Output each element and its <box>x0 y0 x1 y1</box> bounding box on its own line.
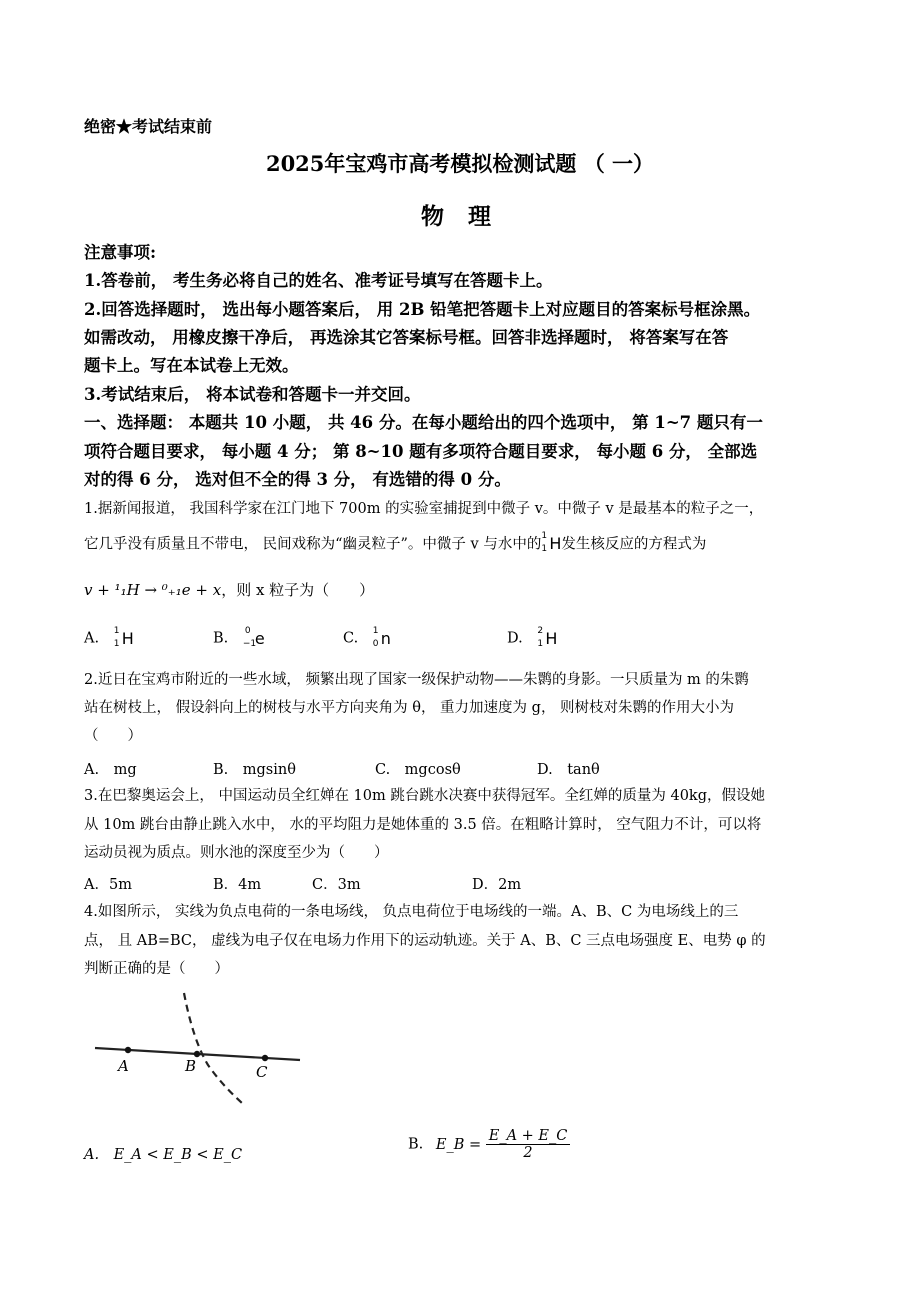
point-a-label: A <box>118 1057 129 1075</box>
q2-line-2: 站在树枝上， 假设斜向上的树枝与水平方向夹角为 θ， 重力加速度为 g， 则树枝对朱鹮的作用大小为 <box>84 700 735 716</box>
notice-item-2-line-1: 2.回答选择题时， 选出每小题答案后， 用 2B 铅笔把答题卡上对应题目的答案标号框涂黑。 <box>84 300 761 319</box>
q2-option-b[interactable]: B. mgsinθ <box>213 762 296 778</box>
section-1-line-2: 项符合题目要求， 每小题 4 分； 第 8~10 题有多项符合题目要求， 每小题 6 分， 全部选 <box>84 442 758 461</box>
q1-option-d[interactable]: D. 2 1 H <box>507 626 558 649</box>
q1-hydrogen-isotope: 1 1 H <box>541 531 562 554</box>
q3-line-3: 运动员视为质点。则水池的深度至少为（ ） <box>84 845 389 861</box>
notice-item-2-line-2: 如需改动， 用橡皮擦干净后， 再选涂其它答案标号框。回答非选择题时， 将答案写在答 <box>84 328 729 347</box>
q4-option-b[interactable]: B. E_B = $\frac{E\_A + E\_C}{2}$ <box>408 1128 570 1161</box>
q2-option-a[interactable]: A. mg <box>84 762 137 778</box>
q1-equation-tail: ，则 x 粒子为（ ） <box>221 581 375 599</box>
section-1-line-1: 一、选择题： 本题共 10 小题， 共 46 分。在每小题给出的四个选项中， 第 1~7 题只有一 <box>84 413 763 432</box>
confidential-mark: 绝密★考试结束前 <box>84 117 213 136</box>
q4-option-a[interactable]: A. E_A < E_B < E_C <box>84 1147 243 1163</box>
q1-line-1: 1.据新闻报道， 我国科学家在江门地下 700m 的实验室捕捉到中微子 v。中微子 v 是最基本的粒子之一， <box>84 501 764 517</box>
point-c-label: C <box>256 1063 268 1081</box>
q1-option-c[interactable]: C. 1 0 n <box>343 626 391 649</box>
subject-title: 物 理 <box>420 203 499 230</box>
electron-trajectory <box>184 993 242 1103</box>
q3-option-a[interactable]: A．5m <box>84 877 132 893</box>
point-c-dot <box>262 1055 268 1061</box>
section-1-line-3: 对的得 6 分， 选对但不全的得 3 分， 有选错的得 0 分。 <box>84 470 511 489</box>
q1-line-2-text: 它几乎没有质量且不带电， 民间戏称为“幽灵粒子”。中微子 v 与水中的 <box>84 536 542 553</box>
q1-line-2 <box>84 531 707 555</box>
q1-option-a[interactable]: A. 1 1 H <box>84 626 134 649</box>
exam-title: 2025年宝鸡市高考模拟检测试题 （ 一） <box>265 151 655 176</box>
q3-line-2: 从 10m 跳台由静止跳入水中， 水的平均阻力是她体重的 3.5 倍。在粗略计算时， 空气阻力不计，可以将 <box>84 817 762 833</box>
q2-option-d[interactable]: D. tanθ <box>537 762 600 778</box>
q4-field-line-figure <box>90 985 320 1110</box>
notice-item-1: 1.答卷前， 考生务必将自己的姓名、准考证号填写在答题卡上。 <box>84 271 553 290</box>
q4-line-1: 4.如图所示， 实线为负点电荷的一条电场线， 负点电荷位于电场线的一端。A、B、C 为电场线上的三 <box>84 904 739 920</box>
notice-item-3: 3.考试结束后， 将本试卷和答题卡一并交回。 <box>84 385 421 404</box>
q3-option-c[interactable]: C．3m <box>312 877 361 893</box>
q1-equation: v + ¹₁H → ⁰₊₁e + x <box>84 581 222 599</box>
notice-item-2-line-3: 题卡上。写在本试卷上无效。 <box>84 356 299 375</box>
q1-equation-line <box>84 580 374 600</box>
q3-option-b[interactable]: B．4m <box>213 877 262 893</box>
q2-line-3: （ ） <box>84 728 142 744</box>
q3-option-d[interactable]: D．2m <box>472 877 522 893</box>
q4-line-2: 点， 且 AB=BC， 虚线为电子仅在电场力作用下的运动轨迹。关于 A、B、C 三点电场强度 E、电势 φ 的 <box>84 933 766 949</box>
point-a-dot <box>125 1047 131 1053</box>
q2-option-c[interactable]: C. mgcosθ <box>375 762 461 778</box>
notice-heading: 注意事项: <box>84 243 157 262</box>
q1-line-2-tail: 发生核反应的方程式为 <box>561 536 707 553</box>
q1-option-b[interactable]: B. 0 −1 e <box>213 626 265 649</box>
point-b-label: B <box>185 1057 197 1075</box>
q2-line-1: 2.近日在宝鸡市附近的一些水域， 频繁出现了国家一级保护动物——朱鹮的身影。一只质量为 m 的朱鹮 <box>84 672 749 688</box>
q3-line-1: 3.在巴黎奥运会上， 中国运动员全红婵在 10m 跳台跳水决赛中获得冠军。全红婵的质量为 40kg，假设她 <box>84 788 765 804</box>
q4-line-3: 判断正确的是（ ） <box>84 961 229 977</box>
